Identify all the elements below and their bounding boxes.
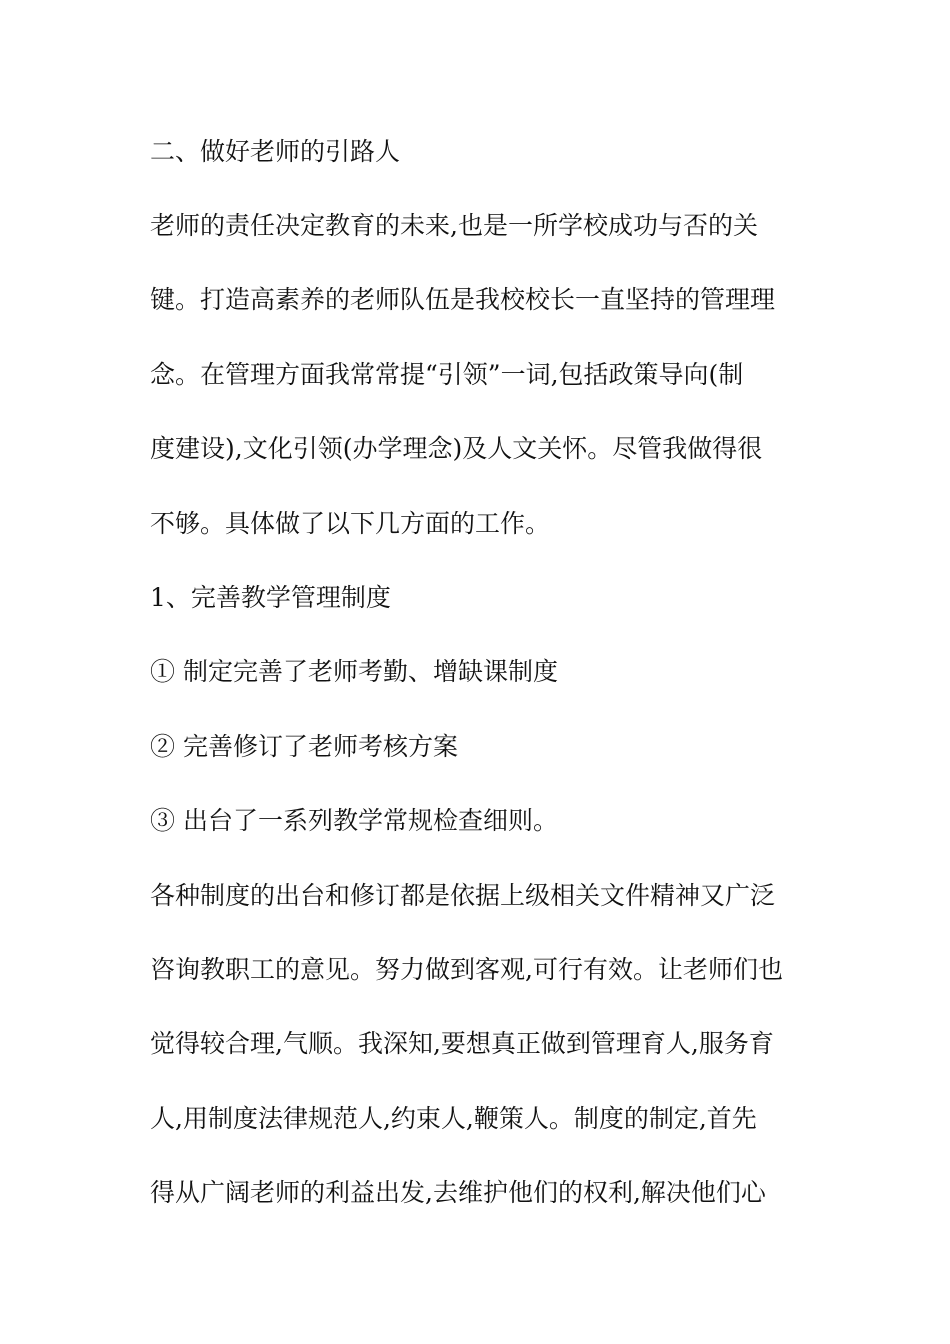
- paragraph-line: 得从广阔老师的利益出发,去维护他们的权利,解决他们心: [150, 1178, 766, 1207]
- list-item: ② 完善修订了老师考核方案: [150, 732, 458, 761]
- paragraph-line: 老师的责任决定教育的未来,也是一所学校成功与否的关: [150, 211, 758, 240]
- paragraph-line: 各种制度的出台和修订都是依据上级相关文件精神又广泛: [150, 881, 776, 910]
- paragraph-line: 觉得较合理,气顺。我深知,要想真正做到管理育人,服务育: [150, 1029, 774, 1058]
- section-heading: 二、做好老师的引路人: [150, 137, 401, 166]
- list-item: ① 制定完善了老师考勤、增缺课制度: [150, 657, 558, 686]
- paragraph-line: 键。打造高素养的老师队伍是我校校长一直坚持的管理理: [150, 285, 776, 314]
- paragraph-line: 度建设),文化引领(办学理念)及人文关怀。尽管我做得很: [150, 434, 763, 463]
- paragraph-line: 人,用制度法律规范人,约束人,鞭策人。制度的制定,首先: [150, 1104, 757, 1133]
- paragraph-line: 念。在管理方面我常常提“引领”一词,包括政策导向(制: [150, 360, 744, 389]
- paragraph-line: 咨询教职工的意见。努力做到客观,可行有效。让老师们也: [150, 955, 783, 984]
- list-item: ③ 出台了一系列教学常规检查细则。: [150, 806, 558, 835]
- subsection-heading: 1、完善教学管理制度: [150, 583, 391, 612]
- paragraph-line: 不够。具体做了以下几方面的工作。: [150, 509, 551, 538]
